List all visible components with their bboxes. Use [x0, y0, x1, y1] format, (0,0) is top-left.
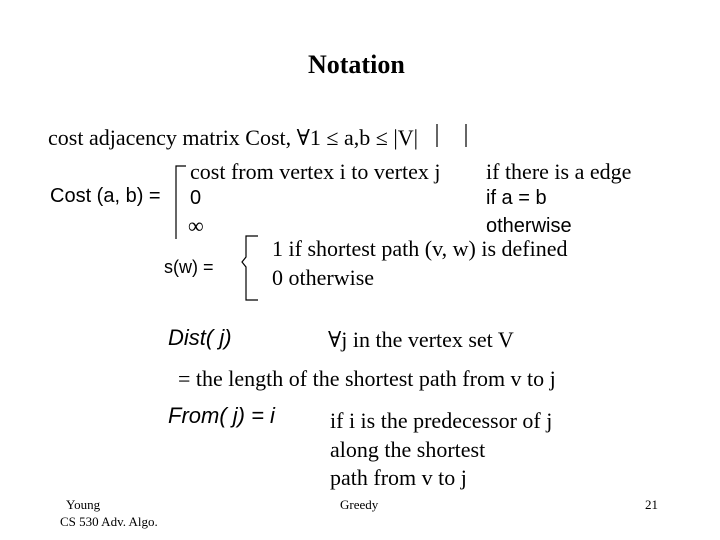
cost-case-same: 0	[190, 187, 202, 209]
cost-lhs: Cost (a, b) =	[50, 185, 161, 207]
from-desc-line3: path from v to j	[330, 465, 467, 490]
s-case-otherwise: 0 otherwise	[272, 265, 375, 290]
cost-case-edge: cost from vertex i to vertex j	[190, 159, 441, 184]
cost-cond-same: if a = b	[486, 187, 547, 209]
s-lhs: s(w) =	[164, 257, 214, 277]
from-expression: From( j) = i	[168, 403, 275, 428]
cost-cond-otherwise: otherwise	[486, 215, 572, 237]
footer-topic: Greedy	[340, 497, 379, 512]
cost-left-brace	[176, 166, 186, 239]
dist-quantifier: ∀j in the vertex set V	[328, 327, 514, 352]
from-desc-line1: if i is the predecessor of j	[330, 408, 553, 433]
from-desc-line2: along the shortest	[330, 437, 486, 462]
s-case-defined: 1 if shortest path (v, w) is defined	[272, 236, 568, 261]
cost-cond-edge: if there is a edge	[486, 159, 632, 184]
footer-page-number: 21	[645, 497, 658, 512]
dist-meaning: = the length of the shortest path from v to j	[178, 366, 556, 391]
slide-title: Notation	[308, 50, 405, 79]
dist-expression: Dist( j)	[168, 325, 232, 350]
footer-course: CS 530 Adv. Algo.	[60, 514, 158, 529]
cardinality-bars	[437, 124, 466, 147]
footer-author: Young	[66, 497, 101, 512]
s-left-brace	[242, 236, 258, 300]
cost-matrix-definition: cost adjacency matrix Cost, ∀1 ≤ a,b ≤ |V|	[48, 125, 419, 150]
cost-case-infinity: ∞	[188, 213, 204, 238]
